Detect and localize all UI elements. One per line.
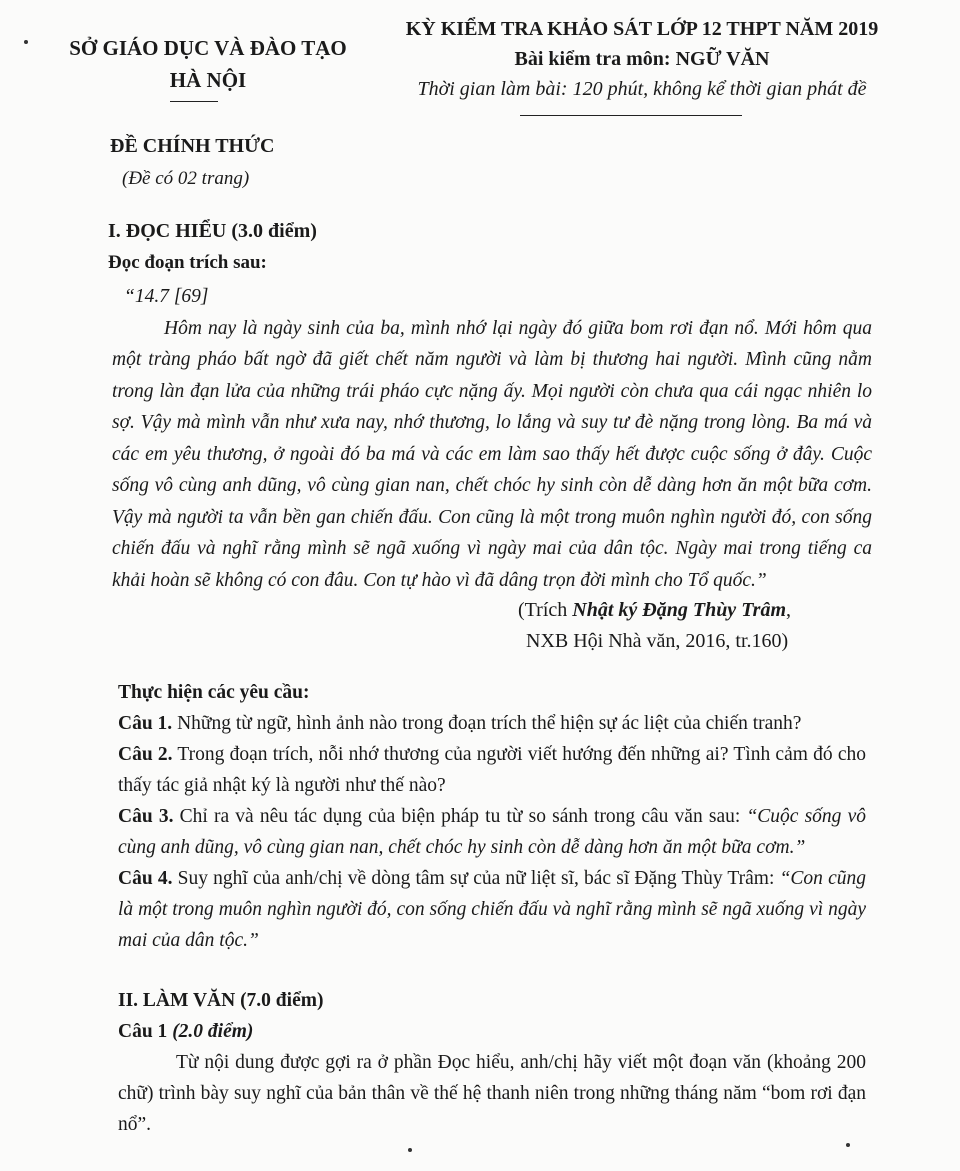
scan-speck xyxy=(846,1143,850,1147)
q2-label: Câu 2. xyxy=(118,744,173,765)
diary-date: “14.7 [69] xyxy=(124,286,209,307)
exam-header xyxy=(362,14,922,104)
question-2 xyxy=(118,739,866,801)
agency-underline xyxy=(170,101,218,102)
c1-points: (2.0 điểm) xyxy=(172,1021,254,1042)
header-underline xyxy=(520,115,742,116)
source-suffix: , xyxy=(786,599,792,621)
agency-name: SỞ GIÁO DỤC VÀ ĐÀO TẠO xyxy=(69,36,347,60)
exam-time: Thời gian làm bài: 120 phút, không kể thời gian phát đề xyxy=(417,78,867,100)
exam-subject: Bài kiểm tra môn: NGỮ VĂN xyxy=(514,48,770,70)
question-3 xyxy=(118,801,866,863)
source-prefix: (Trích xyxy=(518,599,573,621)
q3-text: Chỉ ra và nêu tác dụng của biện pháp tu từ so sánh trong câu văn sau: xyxy=(173,806,747,827)
agency-city: HÀ NỘI xyxy=(169,68,247,92)
reading-instruction: Đọc đoạn trích sau: xyxy=(108,252,267,273)
passage-source xyxy=(518,595,791,657)
q3-label: Câu 3. xyxy=(118,806,174,827)
q1-text: Những từ ngữ, hình ảnh nào trong đoạn trích thể hiện sự ác liệt của chiến tranh? xyxy=(172,713,802,734)
q1-label: Câu 1. xyxy=(118,713,173,734)
official-label: ĐỀ CHÍNH THỨC xyxy=(110,135,275,157)
essay-question-1-text: Từ nội dung được gợi ra ở phần Đọc hiểu, anh/chị hãy viết một đoạn văn (khoảng 200 chữ) trình bày suy nghĩ của bản thân về thế hệ thanh niên trong những tháng năm “bom rơi đạn nổ”. xyxy=(118,1052,866,1135)
requirements-title: Thực hiện các yêu cầu: xyxy=(118,682,310,703)
question-1 xyxy=(118,708,866,739)
source-publisher: NXB Hội Nhà văn, 2016, tr.160) xyxy=(526,630,789,652)
q2-text: Trong đoạn trích, nỗi nhớ thương của người viết hướng đến những ai? Tình cảm đó cho thấy tác giả nhật ký là người như thế nào? xyxy=(118,744,866,796)
section1-title: I. ĐỌC HIỂU (3.0 điểm) xyxy=(108,220,317,242)
diary-passage xyxy=(112,281,872,596)
q4-text: Suy nghĩ của anh/chị về dòng tâm sự của nữ liệt sĩ, bác sĩ Đặng Thùy Trâm: xyxy=(172,868,780,889)
q4-quote: “Con cũng là một trong muôn nghìn người đó, con sống chiến đấu và nghĩ rằng mình sẽ ngã xuống vì ngày mai của dân tộc.” xyxy=(118,868,866,951)
scan-speck xyxy=(408,1148,412,1152)
requirements xyxy=(118,677,866,956)
section2-title: II. LÀM VĂN (7.0 điểm) xyxy=(118,990,324,1011)
question-4 xyxy=(118,863,866,956)
q3-quote: “Cuộc sống vô cùng anh dũng, vô cùng gian nan, chết chóc hy sinh còn dễ dàng hơn ăn một bữa cơm.” xyxy=(118,806,866,858)
agency-block xyxy=(52,32,364,96)
page-count: (Đề có 02 trang) xyxy=(122,168,250,189)
essay-question-1-heading xyxy=(118,1016,866,1047)
scan-speck xyxy=(24,40,28,44)
exam-title: KỲ KIỂM TRA KHẢO SÁT LỚP 12 THPT NĂM 2019 xyxy=(405,18,879,40)
q4-label: Câu 4. xyxy=(118,868,173,889)
diary-text: Hôm nay là ngày sinh của ba, mình nhớ lại ngày đó giữa bom rơi đạn nổ. Mới hôm qua một tràng pháo bất ngờ đã giết chết năm người và làm bị thương hai người. Mình cũng nằm trong làn đạn lửa của những trái pháo cực nặng ấy. Mọi người còn chưa qua cái ngạc nhiên lo sợ. Vậy mà mình vẫn như xưa nay, nhớ thương, lo lắng và suy tư đè nặng trong lòng. Ba má và các em yêu thương, ở ngoài đó ba má và các em làm sao thấy hết được cuộc sống ở đây. Cuộc sống vô cùng anh dũng, vô cùng gian nan, chết chóc hy sinh còn dễ dàng hơn ăn một bữa cơm. Vậy mà người ta vẫn bền gan chiến đấu. Con cũng là một trong muôn nghìn người đó, con sống chiến đấu và nghĩ rằng mình sẽ ngã xuống vì ngày mai của dân tộc. Ngày mai trong tiếng ca khải hoàn sẽ không có con đâu. Con tự hào vì đã dâng trọn đời mình cho Tổ quốc.” xyxy=(112,317,872,591)
section2 xyxy=(118,985,866,1140)
source-title: Nhật ký Đặng Thùy Trâm xyxy=(572,599,787,621)
c1-label: Câu 1 xyxy=(118,1021,173,1042)
